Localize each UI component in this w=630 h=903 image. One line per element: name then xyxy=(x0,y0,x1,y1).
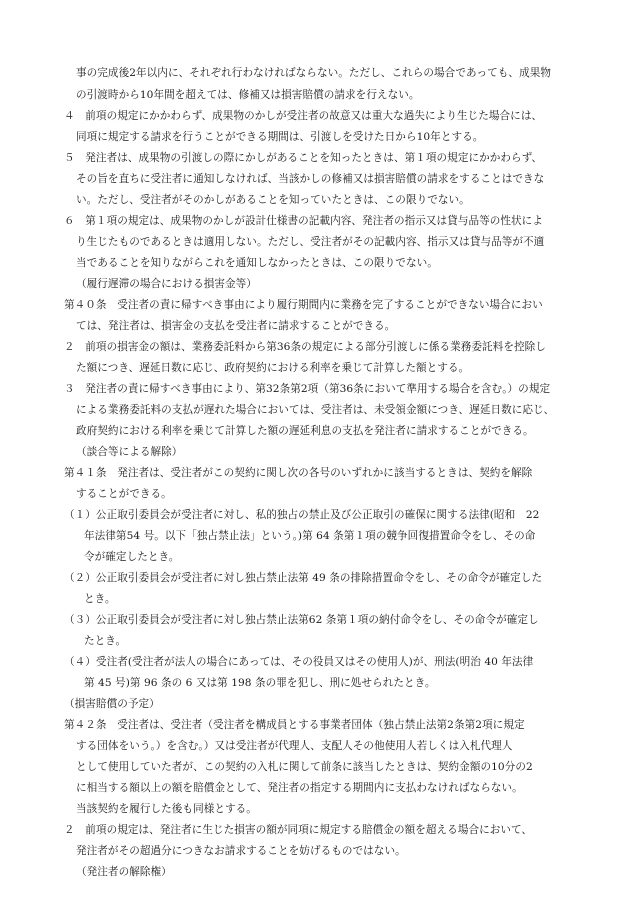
text-line-9: り生じたものであるときは適用しない。ただし、受注者がその記載内容、指示又は貸与品等が不適 xyxy=(76,236,545,248)
section-heading-41: （談合等による解除） xyxy=(76,446,183,458)
text-line-21: することができる。 xyxy=(76,488,172,500)
text-line-26: とき。 xyxy=(84,593,116,605)
text-line-14: ２ 前項の損害金の額は、業務委託料から第36条の規定による部分引渡しに係る業務委託料を控除し xyxy=(64,341,546,353)
text-line-30: 第 45 号)第 96 条の 6 又は第 198 条の罪を犯し、刑に処せられたとき。 xyxy=(84,677,436,689)
text-line-34: として使用していた者が、この契約の入札に関して前条に該当したときは、契約金額の10分の2 xyxy=(76,761,533,773)
text-line-8: ６ 第１項の規定は、成果物のかしが設計仕様書の記載内容、発注者の指示又は貸与品等の性状によ xyxy=(64,215,543,227)
text-line-6: その旨を直ちに受注者に通知しなければ、当該かしの修補又は損害賠償の請求をすることはできな xyxy=(76,173,545,185)
text-line-35: に相当する額以上の額を賠償金として、発注者の指定する期間内に支払わなければならない。 xyxy=(76,782,523,794)
section-heading-43: （発注者の解除権） xyxy=(76,866,172,878)
text-line-18: 政府契約における利率を乗じて計算した額の遅延利息の支払を発注者に請求することができる。 xyxy=(76,425,534,437)
text-line-1: 事の完成後2年以内に、それぞれ行わなければならない。ただし、これらの場合であっても、成果物 xyxy=(76,67,552,79)
text-line-2: の引渡時から10年間を超えては、修補又は損害賠償の請求を行えない。 xyxy=(76,89,420,101)
text-line-10: 当であることを知りながらこれを通知しなかったときは、この限りでない。 xyxy=(76,257,438,269)
article-41: 第４１条 発注者は、受注者がこの契約に関し次の各号のいずれかに該当するときは、契約を解除 xyxy=(64,467,533,479)
article-40: 第４０条 受注者の責に帰すべき事由により履行期間内に業務を完了することができない場合におい xyxy=(64,299,543,311)
item-41-1: （１）公正取引委員会が受注者に対し、私的独占の禁止及び公正取引の確保に関する法律(昭和 22 xyxy=(64,509,540,521)
text-line-37: ２ 前項の規定は、発注者に生じた損害の額が同項に規定する賠償金の額を超える場合において、 xyxy=(64,824,533,836)
text-line-4: 同項に規定する請求を行うことができる期間は、引渡しを受けた日から10年とする。 xyxy=(76,131,484,143)
text-line-38: 発注者がその超過分につきなお請求することを妨げるものではない。 xyxy=(76,845,406,857)
text-line-33: する団体をいう。）を含む。）又は受注者が代理人、支配人その他使用人若しくは入札代理人 xyxy=(76,740,513,752)
text-line-16: ３ 発注者の責に帰すべき事由により、第32条第2項（第36条において準用する場合を含む。）の規定 xyxy=(64,383,551,395)
text-line-13: ては、発注者は、損害金の支払を受注者に請求することができる。 xyxy=(76,320,396,332)
text-line-17: による業務委託料の支払が遅れた場合においては、受注者は、未受領金額につき、遅延日数に応じ、 xyxy=(76,404,555,416)
text-line-36: 当該契約を履行した後も同様とする。 xyxy=(76,803,257,815)
text-line-7: い。ただし、受注者がそのかしがあることを知っていたときは、この限りでない。 xyxy=(76,194,470,206)
text-line-15: た額につき、遅延日数に応じ、政府契約における利率を乗じて計算した額とする。 xyxy=(76,362,470,374)
text-line-3: ４ 前項の規定にかかわらず、成果物のかしが受注者の故意又は重大な過失により生じた場合には、 xyxy=(64,110,543,122)
section-heading-42: （損害賠償の予定） xyxy=(64,698,160,710)
section-heading-40: （履行遅滞の場合における損害金等） xyxy=(76,278,257,290)
item-41-4: （４）受注者(受注者が法人の場合にあっては、その役員又はその使用人)が、刑法(明治 40 年法律 xyxy=(64,656,534,668)
article-42: 第４２条 受注者は、受注者（受注者を構成員とする事業者団体（独占禁止法第2条第2項に規定 xyxy=(64,719,525,731)
text-line-28: たとき。 xyxy=(84,635,127,647)
text-line-5: ５ 発注者は、成果物の引渡しの際にかしがあることを知ったときは、第１項の規定にかかわらず、 xyxy=(64,152,543,164)
text-line-24: 令が確定したとき。 xyxy=(84,551,180,563)
item-41-3: （３）公正取引委員会が受注者に対し独占禁止法第62 条第１項の納付命令をし、その命令が確定し xyxy=(64,614,539,626)
text-line-23: 年法律第54 号。以下「独占禁止法」という。)第 64 条第１項の競争回復措置命令をし、その命 xyxy=(84,530,536,542)
item-41-2: （２）公正取引委員会が受注者に対し独占禁止法第 49 条の排除措置命令をし、その命令が確定した xyxy=(64,572,543,584)
